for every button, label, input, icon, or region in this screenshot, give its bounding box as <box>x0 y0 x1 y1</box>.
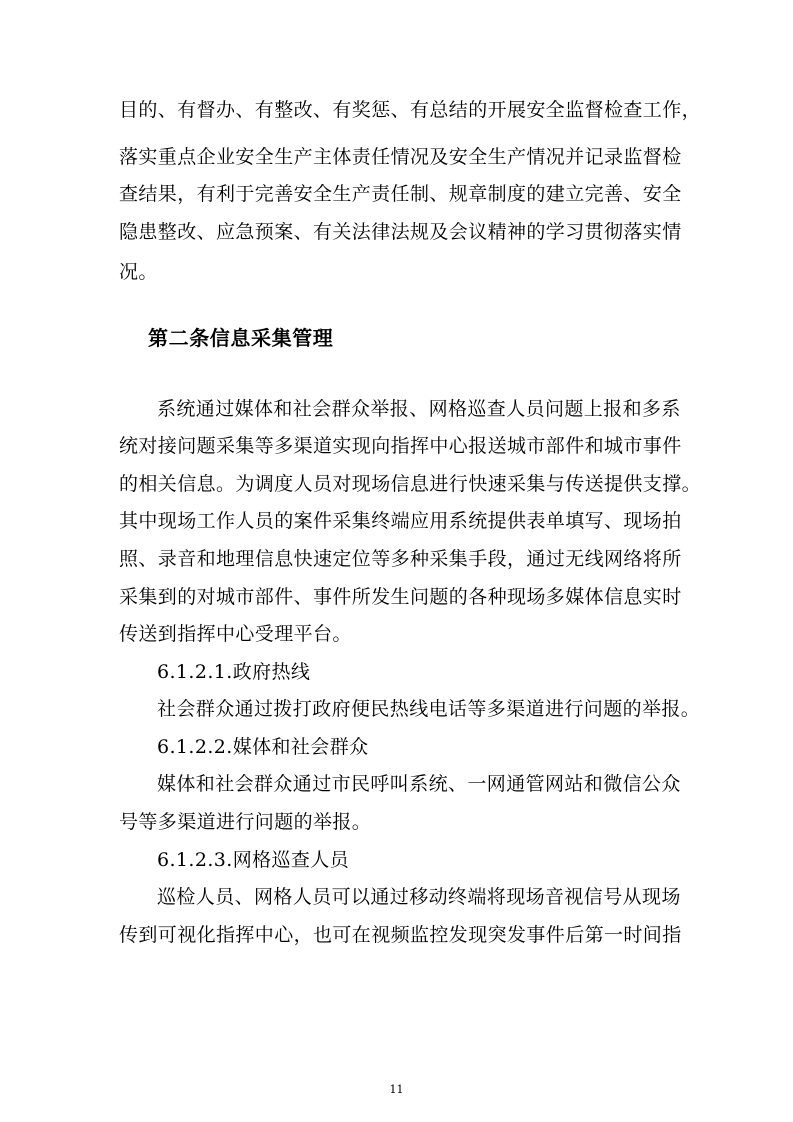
paragraph-line: 落实重点企业安全生产主体责任情况及安全生产情况并记录监督检 <box>119 146 682 168</box>
paragraph-line: 况。 <box>119 261 158 283</box>
paragraph-line: 查结果，有利于完善安全生产责任制、规章制度的建立完善、安全 <box>119 183 682 205</box>
paragraph-line: 传到可视化指挥中心，也可在视频监控发现突发事件后第一时间指 <box>119 924 682 946</box>
paragraph-line: 其中现场工作人员的案件采集终端应用系统提供表单填写、现场拍 <box>119 510 682 532</box>
paragraph-line: 传送到指挥中心受理平台。 <box>119 623 352 645</box>
paragraph-line: 目的、有督办、有整改、有奖惩、有总结的开展安全监督检查工作， <box>119 99 702 121</box>
subsection-title: 6.1.2.2.媒体和社会群众 <box>157 736 369 758</box>
paragraph-line: 采集到的对城市部件、事件所发生问题的各种现场多媒体信息实时 <box>119 586 682 608</box>
page-number: 11 <box>389 1083 404 1096</box>
section-heading: 第二条信息采集管理 <box>148 326 334 350</box>
paragraph-line: 号等多渠道进行问题的举报。 <box>119 811 372 833</box>
paragraph-line: 巡检人员、网格人员可以通过移动终端将现场音视信号从现场 <box>157 886 681 908</box>
paragraph-line: 社会群众通过拨打政府便民热线电话等多渠道进行问题的举报。 <box>157 698 701 720</box>
paragraph-line: 媒体和社会群众通过市民呼叫系统、一网通管网站和微信公众 <box>157 773 681 795</box>
paragraph-line: 系统通过媒体和社会群众举报、网格巡查人员问题上报和多系 <box>157 398 681 420</box>
paragraph-line: 统对接问题采集等多渠道实现向指挥中心报送城市部件和城市事件 <box>119 435 682 457</box>
subsection-title: 6.1.2.1.政府热线 <box>157 661 311 683</box>
paragraph-line: 的相关信息。为调度人员对现场信息进行快速采集与传送提供支撑。 <box>119 473 702 495</box>
paragraph-line: 照、录音和地理信息快速定位等多种采集手段，通过无线网络将所 <box>119 548 682 570</box>
subsection-title: 6.1.2.3.网格巡查人员 <box>157 849 350 871</box>
paragraph-line: 隐患整改、应急预案、有关法律法规及会议精神的学习贯彻落实情 <box>119 221 682 243</box>
